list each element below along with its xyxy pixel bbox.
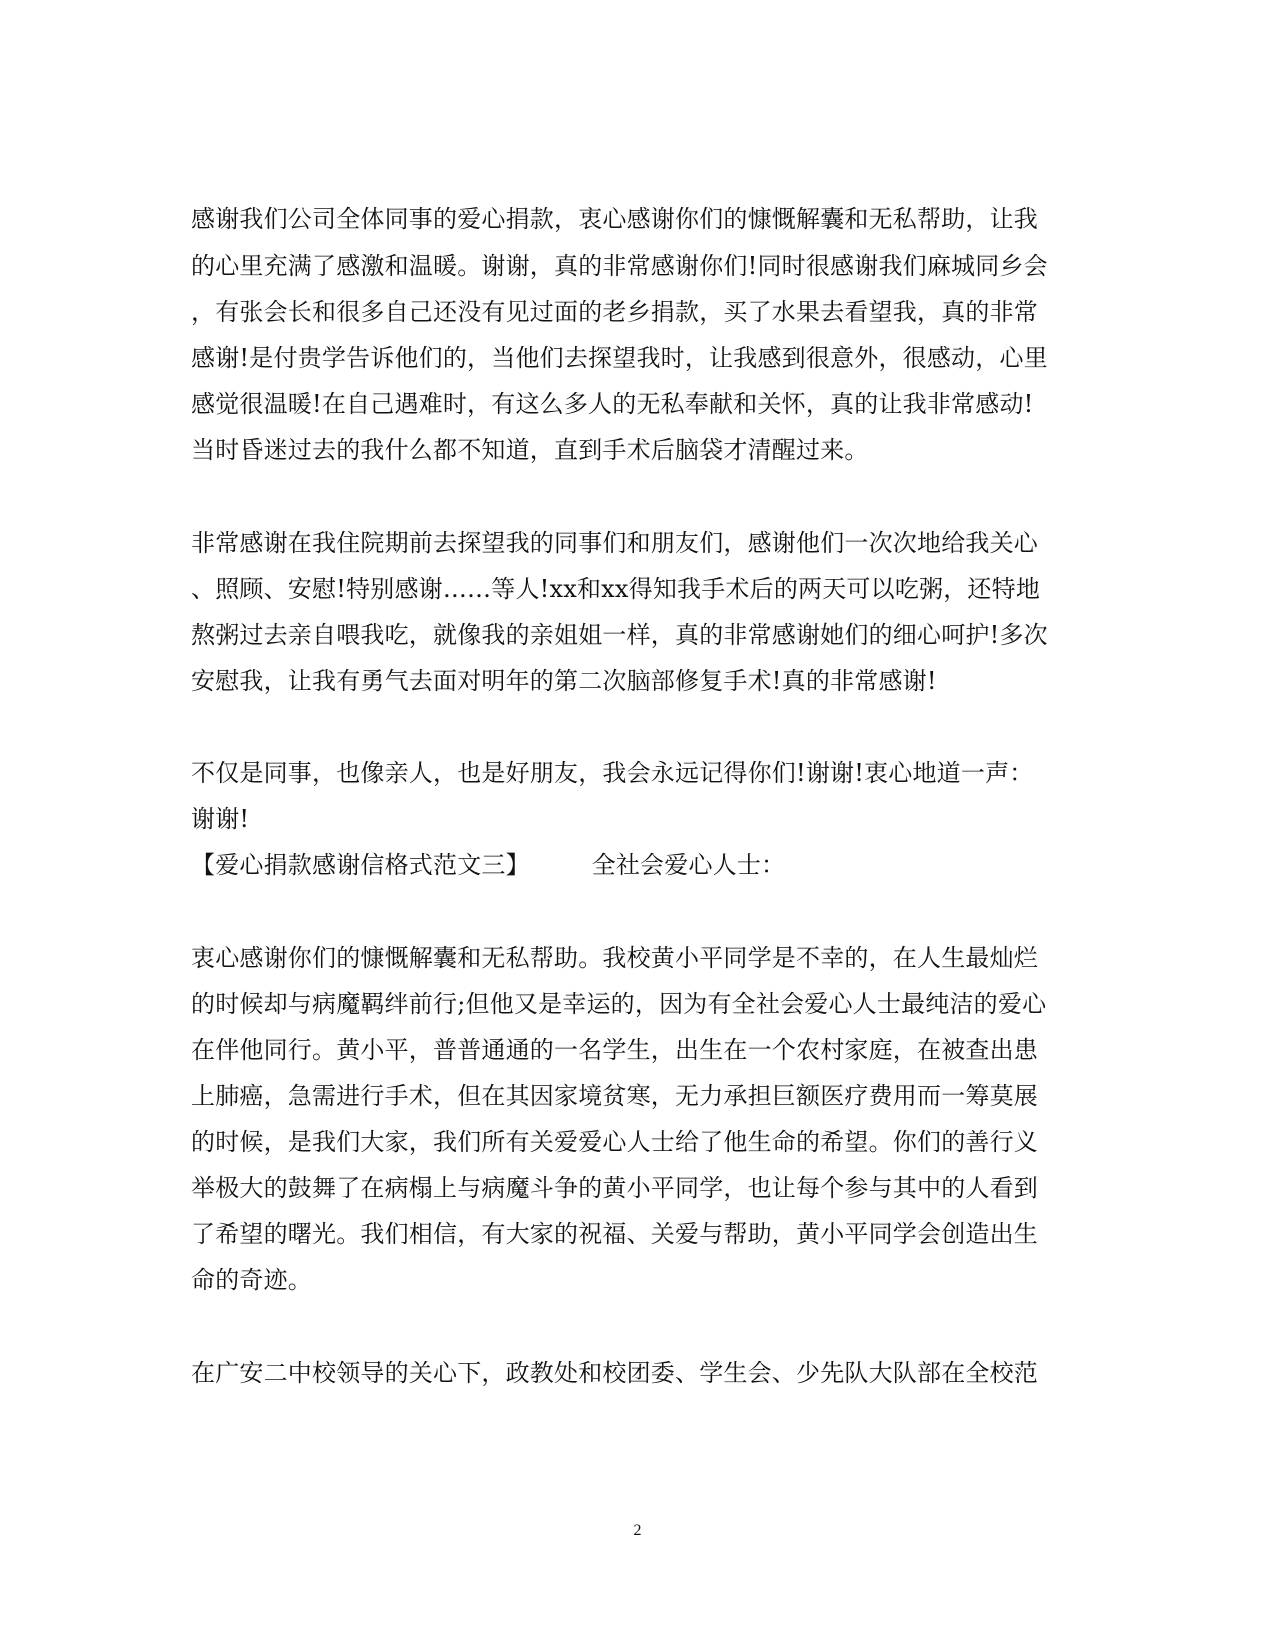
paragraph-4-line-3: 在伴他同行。黄小平，普普通通的一名学生，出生在一个农村家庭，在被查出患 (191, 1036, 1038, 1064)
paragraph-2-line-1: 非常感谢在我住院期前去探望我的同事们和朋友们，感谢他们一次次地给我关心 (191, 529, 1038, 557)
paragraph-4-line-1: 衷心感谢你们的慷慨解囊和无私帮助。我校黄小平同学是不幸的，在人生最灿烂 (191, 944, 1038, 972)
paragraph-4-line-7: 了希望的曙光。我们相信，有大家的祝福、关爱与帮助，黄小平同学会创造出生 (191, 1220, 1038, 1248)
section-heading-label: 【爱心捐款感谢信格式范文三】 (191, 851, 530, 879)
page-number: 2 (633, 1522, 642, 1539)
paragraph-1-line-2: 的心里充满了感激和温暖。谢谢，真的非常感谢你们!同时很感谢我们麻城同乡会 (191, 252, 1048, 280)
paragraph-2-line-4: 安慰我，让我有勇气去面对明年的第二次脑部修复手术!真的非常感谢! (191, 667, 937, 695)
paragraph-5-line-1: 在广安二中校领导的关心下，政教处和校团委、学生会、少先队大队部在全校范 (191, 1359, 1038, 1387)
paragraph-3-line-2: 谢谢! (191, 805, 250, 833)
paragraph-1-line-4: 感谢!是付贵学告诉他们的，当他们去探望我时，让我感到很意外，很感动，心里 (191, 344, 1048, 372)
paragraph-4-line-5: 的时候，是我们大家，我们所有关爱爱心人士给了他生命的希望。你们的善行义 (191, 1128, 1038, 1156)
paragraph-1-line-6: 当时昏迷过去的我什么都不知道，直到手术后脑袋才清醒过来。 (191, 436, 869, 464)
section-heading (191, 850, 1091, 880)
paragraph-4-line-8: 命的奇迹。 (191, 1266, 312, 1294)
paragraph-4-line-6: 举极大的鼓舞了在病榻上与病魔斗争的黄小平同学，也让每个参与其中的人看到 (191, 1174, 1038, 1202)
paragraph-3-line-1: 不仅是同事，也像亲人，也是好朋友，我会永远记得你们!谢谢!衷心地道一声： (191, 759, 1034, 787)
paragraph-1-line-1: 感谢我们公司全体同事的爱心捐款，衷心感谢你们的慷慨解囊和无私帮助，让我 (191, 205, 1038, 233)
paragraph-1-line-3: ，有张会长和很多自己还没有见过面的老乡捐款，买了水果去看望我，真的非常 (191, 298, 1038, 326)
paragraph-1-line-5: 感觉很温暖!在自己遇难时，有这么多人的无私奉献和关怀，真的让我非常感动! (191, 390, 1034, 418)
paragraph-2-line-3: 熬粥过去亲自喂我吃，就像我的亲姐姐一样，真的非常感谢她们的细心呵护!多次 (191, 621, 1048, 649)
paragraph-4-line-4: 上肺癌，急需进行手术，但在其因家境贫寒，无力承担巨额医疗费用而一筹莫展 (191, 1082, 1038, 1110)
paragraph-4-line-2: 的时候却与病魔羁绊前行;但他又是幸运的，因为有全社会爱心人士最纯洁的爱心 (191, 990, 1047, 1018)
section-heading-recipient: 全社会爱心人士： (591, 851, 786, 879)
paragraph-2-line-2: 、照顾、安慰!特别感谢……等人!xx和xx得知我手术后的两天可以吃粥，还特地 (191, 575, 1041, 603)
